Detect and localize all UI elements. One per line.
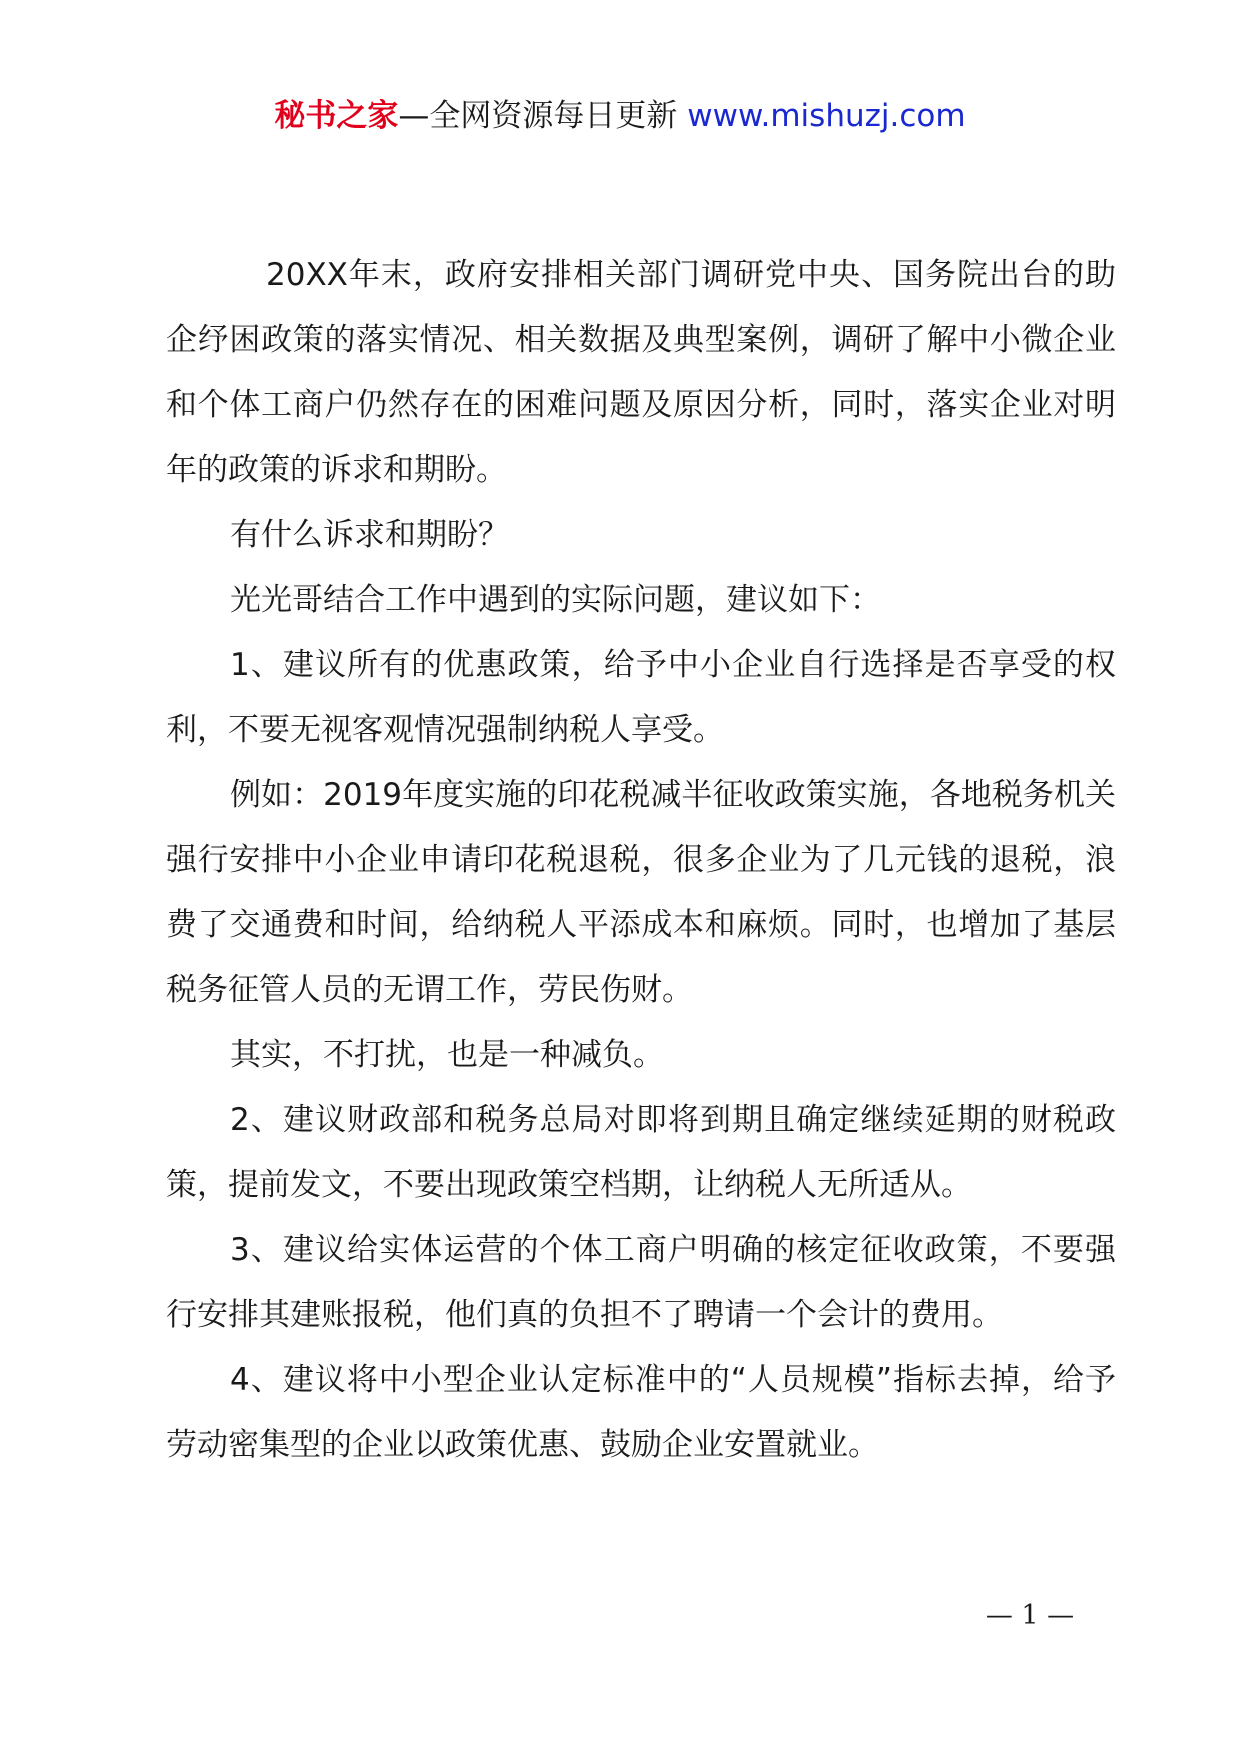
page-header — [0, 98, 1240, 135]
paragraph-remark: 其实，不打扰，也是一种减负。 — [230, 1037, 664, 1073]
paragraph-suggestion-4: 4、建议将中小型企业认定标准中的“人员规模”指标去掉，给予劳动密集型的企业以政策优惠、鼓励企业安置就业。 — [166, 1362, 1116, 1463]
paragraph-suggestion-3: 3、建议给实体运营的个体工商户明确的核定征收政策，不要强行安排其建账报税，他们真的负担不了聘请一个会计的费用。 — [166, 1232, 1116, 1333]
header-tagline: —全网资源每日更新 — [398, 98, 678, 134]
paragraph-intro: 20XX年末，政府安排相关部门调研党中央、国务院出台的助企纾困政策的落实情况、相关数据及典型案例，调研了解中小微企业和个体工商户仍然存在的困难问题及原因分析，同时，落实企业对明年的政策的诉求和期盼。 — [166, 257, 1116, 488]
paragraph-suggestion-2: 2、建议财政部和税务总局对即将到期且确定继续延期的财税政策，提前发文，不要出现政策空档期，让纳税人无所适从。 — [166, 1102, 1116, 1203]
page-number: — 1 — — [985, 1600, 1075, 1631]
paragraph-question: 有什么诉求和期盼？ — [230, 517, 509, 553]
header-brand: 秘书之家 — [274, 98, 399, 134]
paragraph-suggestion-1: 1、建议所有的优惠政策，给予中小企业自行选择是否享受的权利，不要无视客观情况强制纳税人享受。 — [166, 647, 1116, 748]
paragraph-example: 例如：2019年度实施的印花税减半征收政策实施，各地税务机关强行安排中小企业申请印花税退税，很多企业为了几元钱的退税，浪费了交通费和时间，给纳税人平添成本和麻烦。同时，也增加了基层税务征管人员的无谓工作，劳民伤财。 — [166, 777, 1116, 1008]
document-body — [166, 243, 1116, 1478]
header-url-link[interactable]: www.mishuzj.com — [687, 98, 966, 134]
paragraph-suggestions-lead: 光光哥结合工作中遇到的实际问题，建议如下： — [230, 582, 881, 618]
